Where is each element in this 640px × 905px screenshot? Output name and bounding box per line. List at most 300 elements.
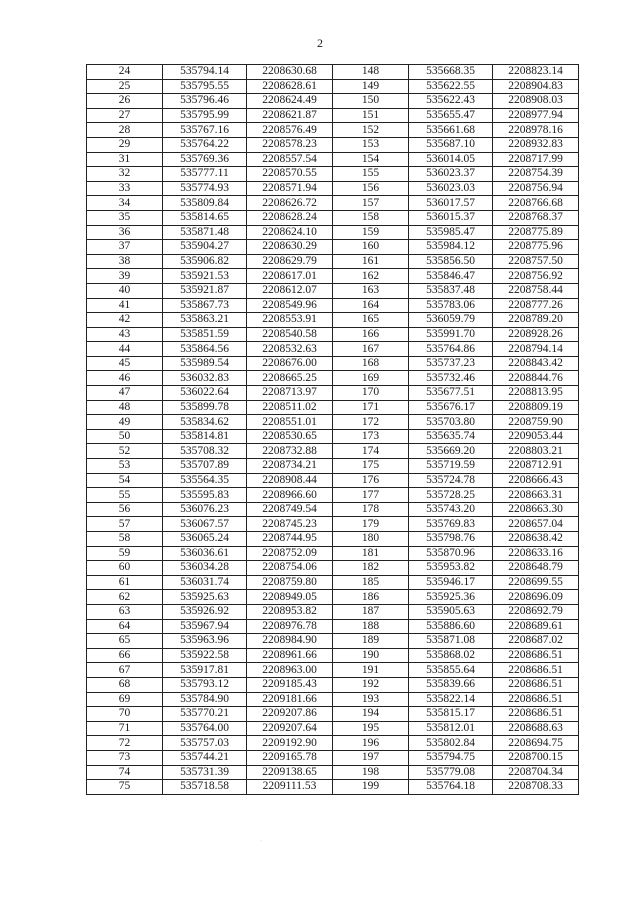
x-coordinate-cell: 535595.83: [163, 488, 247, 503]
x-coordinate-cell: 535757.03: [163, 736, 247, 751]
y-coordinate-cell: 2208686.51: [493, 648, 579, 663]
y-coordinate-cell: 2208809.19: [493, 400, 579, 415]
y-coordinate-cell: 2208689.61: [493, 619, 579, 634]
point-number-cell: 157: [333, 196, 409, 211]
x-coordinate-cell: 535991.70: [409, 327, 493, 342]
x-coordinate-cell: 536067.57: [163, 517, 247, 532]
x-coordinate-cell: 535703.80: [409, 415, 493, 430]
point-number-cell: 49: [87, 415, 163, 430]
point-number-cell: 69: [87, 692, 163, 707]
table-row: [87, 108, 579, 123]
table-row: [87, 736, 579, 751]
point-number-cell: 160: [333, 240, 409, 255]
y-coordinate-cell: 2208692.79: [493, 604, 579, 619]
table-row: [87, 429, 579, 444]
x-coordinate-cell: 535622.43: [409, 94, 493, 109]
point-number-cell: 174: [333, 444, 409, 459]
point-number-cell: 155: [333, 167, 409, 182]
table-row: [87, 677, 579, 692]
point-number-cell: 196: [333, 736, 409, 751]
point-number-cell: 187: [333, 604, 409, 619]
x-coordinate-cell: 535921.87: [163, 283, 247, 298]
y-coordinate-cell: 2209165.78: [247, 750, 333, 765]
point-number-cell: 161: [333, 254, 409, 269]
y-coordinate-cell: 2208699.55: [493, 575, 579, 590]
y-coordinate-cell: 2209207.86: [247, 707, 333, 722]
y-coordinate-cell: 2208734.21: [247, 459, 333, 474]
y-coordinate-cell: 2208617.01: [247, 269, 333, 284]
point-number-cell: 178: [333, 502, 409, 517]
table-row: [87, 225, 579, 240]
x-coordinate-cell: 535707.89: [163, 459, 247, 474]
y-coordinate-cell: 2208904.83: [493, 79, 579, 94]
point-number-cell: 34: [87, 196, 163, 211]
y-coordinate-cell: 2209192.90: [247, 736, 333, 751]
point-number-cell: 75: [87, 780, 163, 795]
point-number-cell: 169: [333, 371, 409, 386]
y-coordinate-cell: 2208752.09: [247, 546, 333, 561]
x-coordinate-cell: 535655.47: [409, 108, 493, 123]
x-coordinate-cell: 535953.82: [409, 561, 493, 576]
y-coordinate-cell: 2208756.92: [493, 269, 579, 284]
y-coordinate-cell: 2208570.55: [247, 167, 333, 182]
x-coordinate-cell: 535669.20: [409, 444, 493, 459]
table-row: [87, 502, 579, 517]
point-number-cell: 186: [333, 590, 409, 605]
table-row: [87, 473, 579, 488]
table-row: [87, 459, 579, 474]
point-number-cell: 190: [333, 648, 409, 663]
x-coordinate-cell: 536059.79: [409, 313, 493, 328]
y-coordinate-cell: 2208744.95: [247, 532, 333, 547]
point-number-cell: 47: [87, 386, 163, 401]
point-number-cell: 153: [333, 137, 409, 152]
y-coordinate-cell: 2208612.07: [247, 283, 333, 298]
y-coordinate-cell: 2208657.04: [493, 517, 579, 532]
x-coordinate-cell: 535802.84: [409, 736, 493, 751]
point-number-cell: 29: [87, 137, 163, 152]
table-row: [87, 648, 579, 663]
point-number-cell: 52: [87, 444, 163, 459]
x-coordinate-cell: 536031.74: [163, 575, 247, 590]
y-coordinate-cell: 2208984.90: [247, 634, 333, 649]
x-coordinate-cell: 535925.36: [409, 590, 493, 605]
x-coordinate-cell: 535794.14: [163, 65, 247, 80]
point-number-cell: 156: [333, 181, 409, 196]
table-row: [87, 210, 579, 225]
x-coordinate-cell: 535769.36: [163, 152, 247, 167]
point-number-cell: 148: [333, 65, 409, 80]
y-coordinate-cell: 2208754.39: [493, 167, 579, 182]
x-coordinate-cell: 535922.58: [163, 648, 247, 663]
table-row: [87, 780, 579, 795]
x-coordinate-cell: 535905.63: [409, 604, 493, 619]
y-coordinate-cell: 2208754.06: [247, 561, 333, 576]
x-coordinate-cell: 535795.55: [163, 79, 247, 94]
x-coordinate-cell: 535985.47: [409, 225, 493, 240]
y-coordinate-cell: 2208511.02: [247, 400, 333, 415]
point-number-cell: 65: [87, 634, 163, 649]
point-number-cell: 177: [333, 488, 409, 503]
table-row: [87, 590, 579, 605]
point-number-cell: 163: [333, 283, 409, 298]
point-number-cell: 164: [333, 298, 409, 313]
point-number-cell: 181: [333, 546, 409, 561]
table-row: [87, 517, 579, 532]
table-row: [87, 532, 579, 547]
point-number-cell: 72: [87, 736, 163, 751]
table-row: [87, 181, 579, 196]
point-number-cell: 53: [87, 459, 163, 474]
y-coordinate-cell: 2208928.26: [493, 327, 579, 342]
point-number-cell: 57: [87, 517, 163, 532]
x-coordinate-cell: 535984.12: [409, 240, 493, 255]
x-coordinate-cell: 535871.48: [163, 225, 247, 240]
point-number-cell: 154: [333, 152, 409, 167]
x-coordinate-cell: 535989.54: [163, 356, 247, 371]
point-number-cell: 193: [333, 692, 409, 707]
point-number-cell: 71: [87, 721, 163, 736]
y-coordinate-cell: 2208732.88: [247, 444, 333, 459]
point-number-cell: 32: [87, 167, 163, 182]
x-coordinate-cell: 535737.23: [409, 356, 493, 371]
point-number-cell: 41: [87, 298, 163, 313]
point-number-cell: 59: [87, 546, 163, 561]
x-coordinate-cell: 535925.63: [163, 590, 247, 605]
y-coordinate-cell: 2208756.94: [493, 181, 579, 196]
point-number-cell: 151: [333, 108, 409, 123]
y-coordinate-cell: 2208624.49: [247, 94, 333, 109]
y-coordinate-cell: 2208630.29: [247, 240, 333, 255]
y-coordinate-cell: 2208961.66: [247, 648, 333, 663]
x-coordinate-cell: 535687.10: [409, 137, 493, 152]
x-coordinate-cell: 535767.16: [163, 123, 247, 138]
y-coordinate-cell: 2208638.42: [493, 532, 579, 547]
point-number-cell: 61: [87, 575, 163, 590]
table-row: [87, 444, 579, 459]
table-row: [87, 283, 579, 298]
point-number-cell: 62: [87, 590, 163, 605]
table-row: [87, 254, 579, 269]
y-coordinate-cell: 2208775.96: [493, 240, 579, 255]
x-coordinate-cell: 536076.23: [163, 502, 247, 517]
y-coordinate-cell: 2208844.76: [493, 371, 579, 386]
point-number-cell: 56: [87, 502, 163, 517]
x-coordinate-cell: 535708.32: [163, 444, 247, 459]
table-row: [87, 356, 579, 371]
point-number-cell: 152: [333, 123, 409, 138]
point-number-cell: 48: [87, 400, 163, 415]
table-row: [87, 313, 579, 328]
y-coordinate-cell: 2208813.95: [493, 386, 579, 401]
table-row: [87, 137, 579, 152]
x-coordinate-cell: 535839.66: [409, 677, 493, 692]
x-coordinate-cell: 535732.46: [409, 371, 493, 386]
y-coordinate-cell: 2208713.97: [247, 386, 333, 401]
y-coordinate-cell: 2208551.01: [247, 415, 333, 430]
x-coordinate-cell: 535731.39: [163, 765, 247, 780]
y-coordinate-cell: 2208633.16: [493, 546, 579, 561]
y-coordinate-cell: 2208823.14: [493, 65, 579, 80]
x-coordinate-cell: 535668.35: [409, 65, 493, 80]
x-coordinate-cell: 535769.83: [409, 517, 493, 532]
point-number-cell: 176: [333, 473, 409, 488]
point-number-cell: 64: [87, 619, 163, 634]
point-number-cell: 192: [333, 677, 409, 692]
y-coordinate-cell: 2209185.43: [247, 677, 333, 692]
x-coordinate-cell: 535870.96: [409, 546, 493, 561]
point-number-cell: 74: [87, 765, 163, 780]
point-number-cell: 171: [333, 400, 409, 415]
y-coordinate-cell: 2208624.10: [247, 225, 333, 240]
point-number-cell: 35: [87, 210, 163, 225]
x-coordinate-cell: 535886.60: [409, 619, 493, 634]
point-number-cell: 194: [333, 707, 409, 722]
table-row: [87, 415, 579, 430]
point-number-cell: 166: [333, 327, 409, 342]
table-row: [87, 152, 579, 167]
y-coordinate-cell: 2208766.68: [493, 196, 579, 211]
y-coordinate-cell: 2208676.00: [247, 356, 333, 371]
x-coordinate-cell: 536036.61: [163, 546, 247, 561]
y-coordinate-cell: 2208953.82: [247, 604, 333, 619]
table-row: [87, 488, 579, 503]
y-coordinate-cell: 2209207.64: [247, 721, 333, 736]
y-coordinate-cell: 2208759.90: [493, 415, 579, 430]
table-row: [87, 721, 579, 736]
y-coordinate-cell: 2208621.87: [247, 108, 333, 123]
table-row: [87, 240, 579, 255]
table-row: [87, 269, 579, 284]
point-number-cell: 55: [87, 488, 163, 503]
y-coordinate-cell: 2208663.31: [493, 488, 579, 503]
point-number-cell: 172: [333, 415, 409, 430]
x-coordinate-cell: 535718.58: [163, 780, 247, 795]
coordinates-table: [86, 64, 579, 795]
point-number-cell: 180: [333, 532, 409, 547]
y-coordinate-cell: 2208629.79: [247, 254, 333, 269]
x-coordinate-cell: 535724.78: [409, 473, 493, 488]
x-coordinate-cell: 535815.17: [409, 707, 493, 722]
y-coordinate-cell: 2209053.44: [493, 429, 579, 444]
point-number-cell: 42: [87, 313, 163, 328]
y-coordinate-cell: 2208794.14: [493, 342, 579, 357]
table-row: [87, 561, 579, 576]
point-number-cell: 27: [87, 108, 163, 123]
y-coordinate-cell: 2208694.75: [493, 736, 579, 751]
x-coordinate-cell: 535822.14: [409, 692, 493, 707]
y-coordinate-cell: 2208530.65: [247, 429, 333, 444]
x-coordinate-cell: 536022.64: [163, 386, 247, 401]
y-coordinate-cell: 2208549.96: [247, 298, 333, 313]
page-number: 2: [317, 36, 323, 50]
x-coordinate-cell: 535846.47: [409, 269, 493, 284]
table-row: [87, 692, 579, 707]
point-number-cell: 189: [333, 634, 409, 649]
table-row: [87, 707, 579, 722]
x-coordinate-cell: 535855.64: [409, 663, 493, 678]
y-coordinate-cell: 2208966.60: [247, 488, 333, 503]
y-coordinate-cell: 2208759.80: [247, 575, 333, 590]
x-coordinate-cell: 535743.20: [409, 502, 493, 517]
table-row: [87, 546, 579, 561]
table-row: [87, 765, 579, 780]
table-row: [87, 342, 579, 357]
x-coordinate-cell: 535783.06: [409, 298, 493, 313]
point-number-cell: 63: [87, 604, 163, 619]
point-number-cell: 182: [333, 561, 409, 576]
point-number-cell: 159: [333, 225, 409, 240]
coordinates-table-body: [87, 65, 579, 795]
point-number-cell: 54: [87, 473, 163, 488]
y-coordinate-cell: 2209138.65: [247, 765, 333, 780]
x-coordinate-cell: 536034.28: [163, 561, 247, 576]
point-number-cell: 50: [87, 429, 163, 444]
y-coordinate-cell: 2208540.58: [247, 327, 333, 342]
point-number-cell: 26: [87, 94, 163, 109]
point-number-cell: 43: [87, 327, 163, 342]
x-coordinate-cell: 535635.74: [409, 429, 493, 444]
x-coordinate-cell: 535793.12: [163, 677, 247, 692]
x-coordinate-cell: 535728.25: [409, 488, 493, 503]
y-coordinate-cell: 2208843.42: [493, 356, 579, 371]
x-coordinate-cell: 535834.62: [163, 415, 247, 430]
table-row: [87, 196, 579, 211]
x-coordinate-cell: 535770.21: [163, 707, 247, 722]
x-coordinate-cell: 536032.83: [163, 371, 247, 386]
point-number-cell: 38: [87, 254, 163, 269]
y-coordinate-cell: 2208578.23: [247, 137, 333, 152]
x-coordinate-cell: 535837.48: [409, 283, 493, 298]
y-coordinate-cell: 2208712.91: [493, 459, 579, 474]
y-coordinate-cell: 2208553.91: [247, 313, 333, 328]
y-coordinate-cell: 2209181.66: [247, 692, 333, 707]
x-coordinate-cell: 535764.22: [163, 137, 247, 152]
x-coordinate-cell: 535744.21: [163, 750, 247, 765]
point-number-cell: 45: [87, 356, 163, 371]
point-number-cell: 39: [87, 269, 163, 284]
y-coordinate-cell: 2208630.68: [247, 65, 333, 80]
y-coordinate-cell: 2208775.89: [493, 225, 579, 240]
x-coordinate-cell: 535864.56: [163, 342, 247, 357]
point-number-cell: 149: [333, 79, 409, 94]
x-coordinate-cell: 536017.57: [409, 196, 493, 211]
x-coordinate-cell: 535868.02: [409, 648, 493, 663]
point-number-cell: 197: [333, 750, 409, 765]
y-coordinate-cell: 2208666.43: [493, 473, 579, 488]
point-number-cell: 150: [333, 94, 409, 109]
table-row: [87, 604, 579, 619]
table-row: [87, 79, 579, 94]
x-coordinate-cell: 535719.59: [409, 459, 493, 474]
y-coordinate-cell: 2208749.54: [247, 502, 333, 517]
x-coordinate-cell: 536065.24: [163, 532, 247, 547]
y-coordinate-cell: 2208628.61: [247, 79, 333, 94]
x-coordinate-cell: 536014.05: [409, 152, 493, 167]
x-coordinate-cell: 535917.81: [163, 663, 247, 678]
x-coordinate-cell: 535851.59: [163, 327, 247, 342]
table-row: [87, 663, 579, 678]
x-coordinate-cell: 535871.08: [409, 634, 493, 649]
y-coordinate-cell: 2208949.05: [247, 590, 333, 605]
y-coordinate-cell: 2208648.79: [493, 561, 579, 576]
point-number-cell: 158: [333, 210, 409, 225]
point-number-cell: 67: [87, 663, 163, 678]
x-coordinate-cell: 535814.65: [163, 210, 247, 225]
point-number-cell: 68: [87, 677, 163, 692]
x-coordinate-cell: 535764.86: [409, 342, 493, 357]
y-coordinate-cell: 2208696.09: [493, 590, 579, 605]
point-number-cell: 25: [87, 79, 163, 94]
table-row: [87, 400, 579, 415]
y-coordinate-cell: 2208932.83: [493, 137, 579, 152]
point-number-cell: 40: [87, 283, 163, 298]
x-coordinate-cell: 535677.51: [409, 386, 493, 401]
point-number-cell: 179: [333, 517, 409, 532]
point-number-cell: 162: [333, 269, 409, 284]
x-coordinate-cell: 535906.82: [163, 254, 247, 269]
point-number-cell: 37: [87, 240, 163, 255]
table-row: [87, 298, 579, 313]
y-coordinate-cell: 2208665.25: [247, 371, 333, 386]
y-coordinate-cell: 2208686.51: [493, 692, 579, 707]
point-number-cell: 173: [333, 429, 409, 444]
table-row: [87, 167, 579, 182]
x-coordinate-cell: 535764.18: [409, 780, 493, 795]
point-number-cell: 58: [87, 532, 163, 547]
point-number-cell: 33: [87, 181, 163, 196]
x-coordinate-cell: 535796.46: [163, 94, 247, 109]
x-coordinate-cell: 535809.84: [163, 196, 247, 211]
x-coordinate-cell: 535794.75: [409, 750, 493, 765]
x-coordinate-cell: 535904.27: [163, 240, 247, 255]
point-number-cell: 24: [87, 65, 163, 80]
point-number-cell: 167: [333, 342, 409, 357]
x-coordinate-cell: 536015.37: [409, 210, 493, 225]
point-number-cell: 70: [87, 707, 163, 722]
x-coordinate-cell: 535774.93: [163, 181, 247, 196]
y-coordinate-cell: 2208576.49: [247, 123, 333, 138]
y-coordinate-cell: 2208557.54: [247, 152, 333, 167]
x-coordinate-cell: 535814.81: [163, 429, 247, 444]
y-coordinate-cell: 2208976.78: [247, 619, 333, 634]
y-coordinate-cell: 2208688.63: [493, 721, 579, 736]
y-coordinate-cell: 2208626.72: [247, 196, 333, 211]
x-coordinate-cell: 535856.50: [409, 254, 493, 269]
y-coordinate-cell: 2209111.53: [247, 780, 333, 795]
y-coordinate-cell: 2208686.51: [493, 677, 579, 692]
y-coordinate-cell: 2208768.37: [493, 210, 579, 225]
footer-mark: ·: [260, 838, 262, 844]
y-coordinate-cell: 2208663.30: [493, 502, 579, 517]
point-number-cell: 199: [333, 780, 409, 795]
x-coordinate-cell: 535921.53: [163, 269, 247, 284]
y-coordinate-cell: 2208745.23: [247, 517, 333, 532]
x-coordinate-cell: 535798.76: [409, 532, 493, 547]
y-coordinate-cell: 2208963.00: [247, 663, 333, 678]
point-number-cell: 66: [87, 648, 163, 663]
x-coordinate-cell: 535779.08: [409, 765, 493, 780]
table-row: [87, 371, 579, 386]
y-coordinate-cell: 2208532.63: [247, 342, 333, 357]
table-row: [87, 575, 579, 590]
x-coordinate-cell: 536023.03: [409, 181, 493, 196]
point-number-cell: 60: [87, 561, 163, 576]
point-number-cell: 44: [87, 342, 163, 357]
x-coordinate-cell: 535784.90: [163, 692, 247, 707]
x-coordinate-cell: 536023.37: [409, 167, 493, 182]
y-coordinate-cell: 2208908.03: [493, 94, 579, 109]
